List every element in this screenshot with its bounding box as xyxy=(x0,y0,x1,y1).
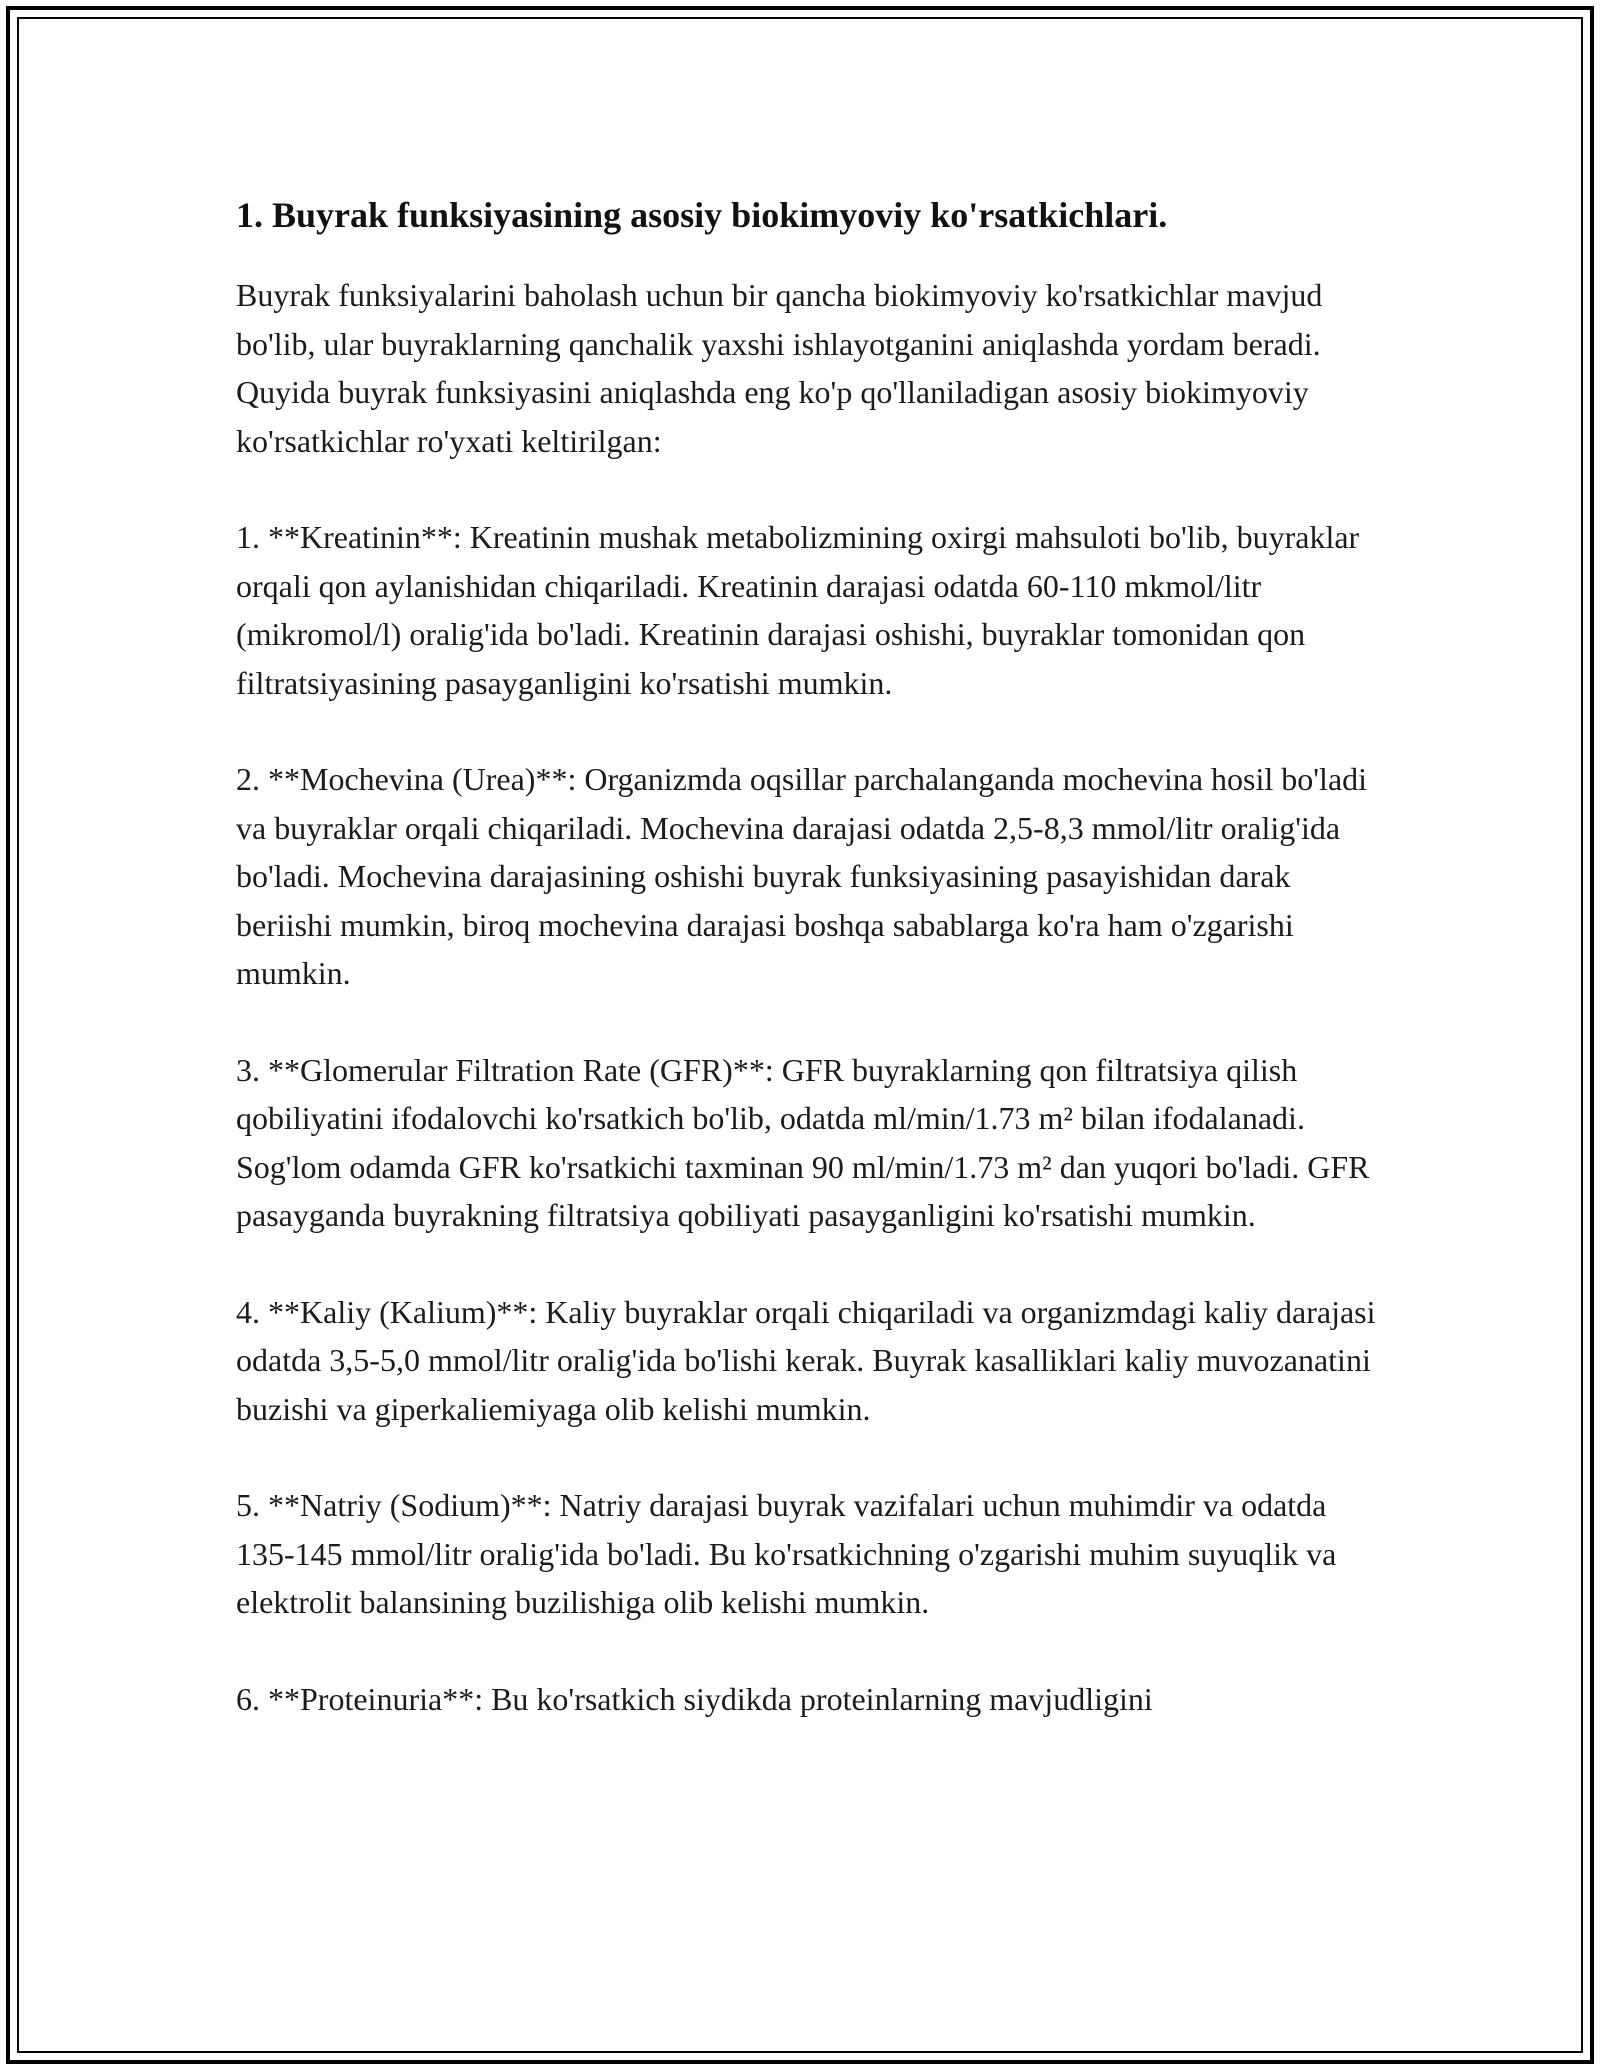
list-item-natriy: 5. **Natriy (Sodium)**: Natriy darajasi buyrak vazifalari uchun muhimdir va odatda 135-145 mmol/litr oralig'ida bo'ladi. Bu ko'rsatkichning o'zgarishi muhim suyuqlik va elektrolit balansining buzilishiga olib kelishi mumkin. xyxy=(236,1487,1337,1620)
list-item-kreatinin: 1. **Kreatinin**: Kreatinin mushak metabolizmining oxirgi mahsuloti bo'lib, buyraklar orqali qon aylanishidan chiqariladi. Kreatinin darajasi odatda 60-110 mkmol/litr (mikromol/l) oralig'ida bo'ladi. Kreatinin darajasi oshishi, buyraklar tomonidan qon filtratsiyasining pasayganligini ko'rsatishi mumkin. xyxy=(236,519,1360,701)
list-item-kaliy: 4. **Kaliy (Kalium)**: Kaliy buyraklar orqali chiqariladi va organizmdagi kaliy darajasi odatda 3,5-5,0 mmol/litr oralig'ida bo'lishi kerak. Buyrak kasalliklari kaliy muvozanatini buzishi va giperkaliemiyaga olib kelishi mumkin. xyxy=(236,1293,1376,1427)
intro-paragraph: Buyrak funksiyalarini baholash uchun bir qancha biokimyoviy ko'rsatkichlar mavjud bo'lib, ular buyraklarning qanchalik yaxshi ishlayotganini aniqlashda yordam beradi. Quyida buyrak funksiyasini aniqlashda eng ko'p qo'llaniladigan asosiy biokimyoviy ko'rsatkichlar ro'yxati keltirilgan: xyxy=(236,277,1323,459)
section-heading: 1. Buyrak funksiyasining asosiy biokimyoviy ko'rsatkichlari. xyxy=(236,195,1168,235)
list-item-gfr: 3. **Glomerular Filtration Rate (GFR)**: GFR buyraklarning qon filtratsiya qilish qobiliyatini ifodalovchi ko'rsatkich bo'lib, odatda ml/min/1.73 m² bilan ifodalanadi. Sog'lom odamda GFR ko'rsatkichi taxminan 90 ml/min/1.73 m² dan yuqori bo'ladi. GFR pasayganda buyrakning filtratsiya qobiliyati pasayganligini ko'rsatishi mumkin. xyxy=(236,1051,1370,1233)
document-body xyxy=(236,186,1376,1723)
list-item-proteinuria: 6. **Proteinuria**: Bu ko'rsatkich siydikda proteinlarning mavjudligini xyxy=(236,1680,1153,1717)
list-item-mochevina: 2. **Mochevina (Urea)**: Organizmda oqsillar parchalanganda mochevina hosil bo'ladi va buyraklar orqali chiqariladi. Mochevina darajasi odatda 2,5-8,3 mmol/litr oralig'ida bo'ladi. Mochevina darajasining oshishi buyrak funksiyasining pasayishidan darak beriishi mumkin, biroq mochevina darajasi boshqa sabablarga ko'ra ham o'zgarishi mumkin. xyxy=(236,761,1368,991)
